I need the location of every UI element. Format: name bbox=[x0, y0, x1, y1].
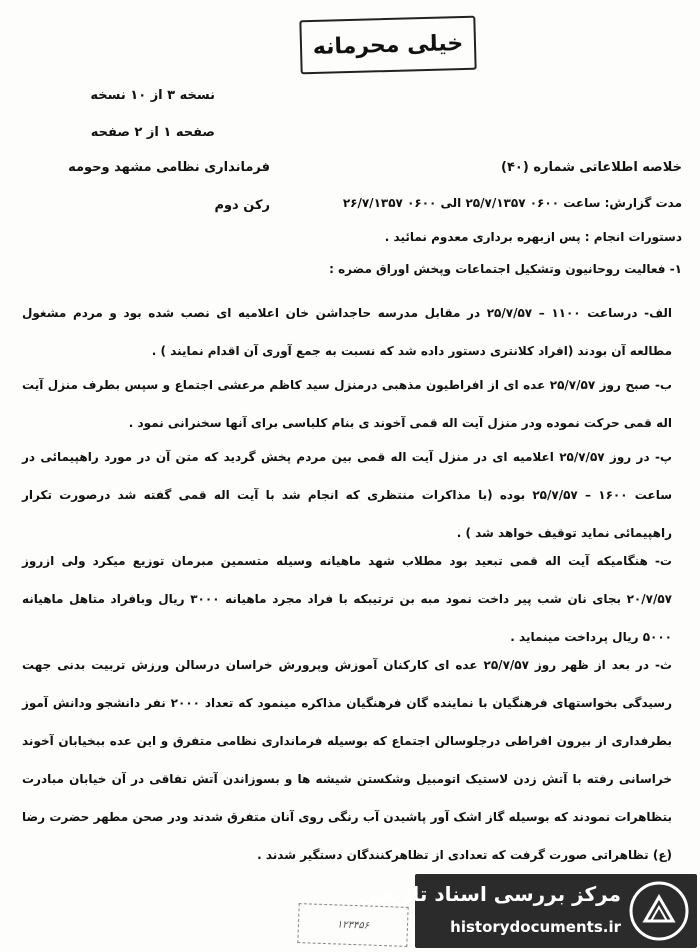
department-label: رکن دوم bbox=[214, 198, 270, 213]
watermark-banner bbox=[358, 874, 697, 948]
watermark-url: historydocuments.ir bbox=[450, 918, 621, 936]
item-alef: الف- درساعت ۱۱۰۰ – ۲۵/۷/۵۷ در مقابل مدرسه حاجداشن خان اعلامیه ای نصب شده بود و مردم مشغول مطالعه آن بودند (افراد کلانتری دستور داده شد که نسبت به جمع آوری آن اقدام نمایند ) . bbox=[22, 306, 672, 358]
item-be: ب- صبح روز ۲۵/۷/۵۷ عده ای از افراطیون مذهبی درمنزل سید کاظم مرعشی اجتماع و سپس بطرف منزل آیت اله قمی حرکت نموده ودر منزل آیت اله قمی آخوند ی بنام کلباسی برای آنها سخنرانی نمود . bbox=[22, 378, 672, 430]
item-pe: پ- در روز ۲۵/۷/۵۷ اعلامیه ای در منزل آیت اله قمی بین مردم پخش گردید که متن آن در مورد راهپیمائی در ساعت ۱۶۰۰ – ۲۵/۷/۵۷ بوده (با مذاکرات منتظری که انجام شد با آیت اله قمی گفته شد درصورت تکرار راهپیمائی نماید توقیف خواهد شد ) . bbox=[22, 450, 672, 540]
copy-number: نسخه ۳ از ۱۰ نسخه bbox=[90, 88, 215, 103]
item-se: ث- در بعد از ظهر روز ۲۵/۷/۵۷ عده ای کارکنان آموزش وپرورش خراسان درسالن ورزش تربیت بدنی جهت رسیدگی بخواستهای فرهنگیان با نماینده گان فرهنگیان مذاکره مینمود که تعداد ۲۰۰۰ نفر دانشجو ودانش آموز بطرفداری از بیرون افراطی درجلوسالن اجتماع که بوسیله فرمانداری نظامی متفرق و این عده ببخیابان آخوند خراسانی رفته با آتش زدن لاستیک اتومبیل وشکستن شیشه ها و بسوزاندن آتش تفاقی در آن خیابان مبادرت بتظاهرات نمودند که بوسیله گاز اشک آور پاشیدن آب رنگی روی آنان متفرق شدند ودر صحن مطهر حضرت رضا (ع) تظاهراتی صورت گرفت که تعدادی از تظاهرکنندگان دستگیر شدند . bbox=[22, 658, 672, 862]
archive-stamp: ۱۲۳۴۵۶ bbox=[297, 903, 408, 947]
book-logo-icon bbox=[629, 881, 689, 941]
classification-stamp: خیلی محرمانه bbox=[299, 16, 476, 75]
watermark-title: مرکز بررسی اسناد تاریخی bbox=[358, 882, 621, 906]
section-heading: ۱- فعالیت روحانیون وتشکیل اجتماعات وپخش اوراق مضره : bbox=[329, 262, 682, 276]
item-te: ت- هنگامیکه آیت اله قمی تبعید بود مطلاب شهد ماهیانه وسیله متسمین مبرمان توزیع میکرد ولی ازروز ۲۰/۷/۵۷ بجای نان شب پیر داخت نمود مبه بن ترتیبکه با فراد مجرد ماهیانه ۳۰۰۰ ریال وبافراد متاهل ماهیانه ۵۰۰۰ ریال پرداخت مینماید . bbox=[22, 554, 672, 644]
report-period: مدت گزارش: ساعت ۰۶۰۰ ۲۵/۷/۱۳۵۷ الی ۰۶۰۰ ۲۶/۷/۱۳۵۷ bbox=[342, 196, 682, 210]
document-title: خلاصه اطلاعاتی شماره (۴۰) bbox=[501, 160, 682, 175]
page-number: صفحه ۱ از ۲ صفحه bbox=[90, 125, 215, 140]
instructions-line: دستورات انجام : پس ازبهره برداری معدوم نمائید . bbox=[384, 230, 682, 244]
issuing-command: فرمانداری نظامی مشهد وحومه bbox=[68, 160, 270, 175]
